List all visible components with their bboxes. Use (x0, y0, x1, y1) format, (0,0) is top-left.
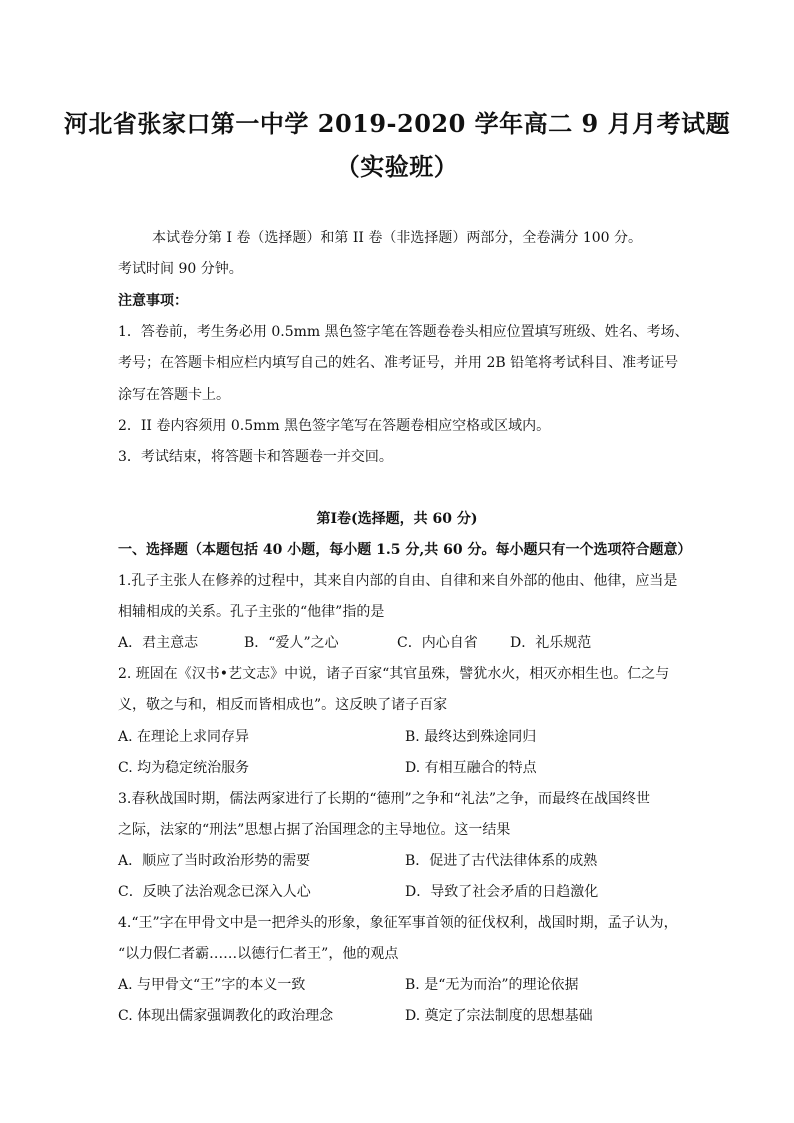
question-stem: 义，敬之与和，相反而皆相成也”。这反映了诸子百家 (118, 697, 448, 713)
question-stem: 1.孔子主张人在修养的过程中，其来自内部的自由、自律和来自外部的他由、他律，应当是 (118, 573, 678, 589)
section-title: 第Ⅰ卷(选择题，共 60 分) (316, 511, 478, 527)
exam-title: 河北省张家口第一中学 2019-2020 学年高二 9 月月考试题 (63, 109, 731, 138)
exam-subtitle: （实验班） (335, 152, 459, 181)
note-line: 3．考试结束，将答题卡和答题卷一并交回。 (118, 449, 393, 465)
notes-heading: 注意事项： (118, 293, 188, 309)
note-line: 1．答卷前，考生务必用 0.5mm 黑色签字笔在答题卷卷头相应位置填写班级、姓名、考场、 (118, 324, 689, 340)
answer-option: B. 最终达到殊途同归 (405, 729, 537, 745)
answer-option: A．顺应了当时政治形势的需要 (118, 853, 311, 869)
answer-option: A. 与甲骨文“王”字的本义一致 (118, 977, 306, 993)
answer-option: D．导致了社会矛盾的日趋激化 (405, 884, 599, 900)
answer-option: B．促进了古代法律体系的成熟 (405, 853, 598, 869)
note-line: 考号；在答题卡相应栏内填写自己的姓名、准考证号，并用 2B 铅笔将考试科目、准考证号 (118, 355, 679, 371)
question-stem: 2. 班固在《汉书•艺文志》中说，诸子百家“其官虽殊，譬犹水火，相灭亦相生也。仁之与 (118, 666, 670, 682)
question-stem: 4.“王”字在甲骨文中是一把斧头的形象，象征军事首领的征伐权利，战国时期，孟子认为， (118, 915, 678, 931)
question-stem: “以力假仁者霸……以德行仁者王”，他的观点 (118, 946, 399, 962)
part-heading: 一、选择题（本题包括 40 小题，每小题 1.5 分,共 60 分。每小题只有一个选项符合题意） (118, 542, 692, 558)
answer-option: B．“爱人”之心 (244, 635, 339, 651)
answer-option: A．君主意志 (118, 635, 199, 651)
intro-text-continued: 考试时间 90 分钟。 (118, 261, 243, 277)
answer-option: D. 有相互融合的特点 (405, 760, 537, 776)
question-stem: 相辅相成的关系。孔子主张的“他律”指的是 (118, 604, 385, 620)
intro-text: 本试卷分第 I 卷（选择题）和第 II 卷（非选择题）两部分，全卷满分 100 分。 (152, 230, 643, 246)
answer-option: B. 是“无为而治”的理论依据 (405, 977, 579, 993)
answer-option: C．内心自省 (397, 635, 478, 651)
answer-option: C．反映了法治观念已深入人心 (118, 884, 311, 900)
note-line: 2．II 卷内容须用 0.5mm 黑色签字笔写在答题卷相应空格或区域内。 (118, 418, 551, 434)
answer-option: D．礼乐规范 (510, 635, 592, 651)
answer-option: C. 均为稳定统治服务 (118, 760, 250, 776)
note-line: 涂写在答题卡上。 (118, 387, 230, 403)
answer-option: D. 奠定了宗法制度的思想基础 (405, 1008, 593, 1024)
answer-option: A. 在理论上求同存异 (118, 729, 250, 745)
question-stem: 之际，法家的“刑法”思想占据了治国理念的主导地位。这一结果 (118, 822, 511, 838)
answer-option: C. 体现出儒家强调教化的政治理念 (118, 1008, 334, 1024)
question-stem: 3.春秋战国时期，儒法两家进行了长期的“德刑”之争和“礼法”之争，而最终在战国终世 (118, 791, 650, 807)
